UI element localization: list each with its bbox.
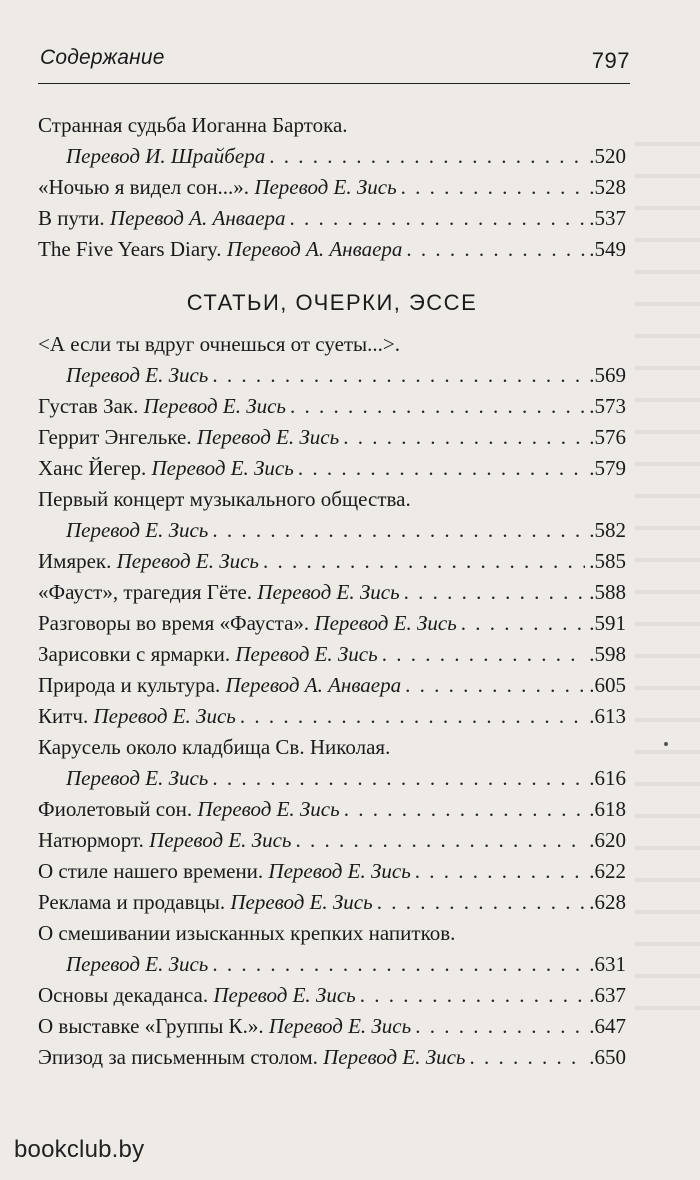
- entry-label: [38, 830, 291, 851]
- toc-entry: [38, 644, 626, 675]
- dot-leader: [401, 177, 586, 198]
- entry-title: О смешивании изысканных крепких напитков.: [38, 921, 456, 945]
- dot-leader: [404, 582, 586, 603]
- entry-page: .618: [589, 797, 626, 821]
- watermark: bookclub.by: [14, 1136, 145, 1163]
- dot-leader: [470, 1047, 586, 1068]
- section-title: СТАТЬИ, ОЧЕРКИ, ЭССЕ: [186, 290, 478, 315]
- entry-page: .573: [589, 394, 626, 418]
- entry-translation: Перевод А. Анваера: [109, 206, 286, 230]
- toc-entry: [38, 582, 626, 613]
- entry-translation: Перевод Е. Зись: [149, 828, 292, 852]
- entry-translation: Перевод Е. Зись: [66, 363, 209, 387]
- toc-entry: [38, 892, 626, 923]
- entry-line: [38, 458, 626, 489]
- entry-line: [38, 427, 626, 458]
- entry-translation: Перевод Е. Зись: [66, 952, 209, 976]
- entry-translation: Перевод Е. Зись: [314, 611, 457, 635]
- entry-title: Природа и культура.: [38, 673, 221, 697]
- entry-label: [38, 1047, 466, 1068]
- entry-title: Ханс Йегер.: [38, 456, 147, 480]
- entry-line: [38, 799, 626, 830]
- entry-page: .605: [589, 673, 626, 697]
- entry-line: [38, 582, 626, 613]
- entry-title: Карусель около кладбища Св. Николая.: [38, 735, 391, 759]
- entry-page: .549: [589, 237, 626, 261]
- entry-line: [38, 239, 626, 270]
- entry-title: «Ночью я видел сон...».: [38, 175, 250, 199]
- entry-page: .650: [589, 1045, 626, 1069]
- dot-leader: [406, 239, 585, 260]
- entry-line: [38, 613, 626, 644]
- toc-entry: [38, 458, 626, 489]
- dot-leader: [377, 892, 586, 913]
- entry-translation: Перевод Е. Зись: [257, 580, 400, 604]
- entry-page: .647: [589, 1014, 626, 1038]
- entry-translation: Перевод А. Анваера: [226, 237, 403, 261]
- toc-entry: [38, 799, 626, 830]
- entry-title: <А если ты вдруг очнешься от суеты...>.: [38, 332, 401, 356]
- entry-title: Странная судьба Иоганна Бартока.: [38, 113, 348, 137]
- toc-entry: [38, 177, 626, 208]
- entry-translation: Перевод Е. Зись: [235, 642, 378, 666]
- entry-translation: Перевод Е. Зись: [213, 983, 356, 1007]
- toc-entry: [38, 334, 626, 396]
- entry-title: The Five Years Diary.: [38, 237, 222, 261]
- entry-title: Натюрморт.: [38, 828, 144, 852]
- entry-page: .631: [589, 952, 626, 976]
- dot-leader: [344, 799, 586, 820]
- entry-translation: Перевод Е. Зись: [66, 518, 209, 542]
- entry-translation: Перевод Е. Зись: [66, 766, 209, 790]
- entry-translation: Перевод Е. Зись: [197, 797, 340, 821]
- entry-page: .628: [589, 890, 626, 914]
- toc-list-top: [38, 115, 626, 270]
- entry-page: .620: [589, 828, 626, 852]
- entry-page: .591: [589, 611, 626, 635]
- entry-translation: Перевод Е. Зись: [268, 1014, 412, 1038]
- dot-leader: [290, 396, 585, 417]
- entry-title: Основы декаданса.: [38, 983, 209, 1007]
- entry-label: [38, 799, 340, 820]
- entry-translation: Перевод Е. Зись: [196, 425, 340, 449]
- table-of-contents: [38, 115, 626, 1078]
- dot-leader: [415, 1016, 585, 1037]
- entry-translation: Перевод Е. Зись: [268, 859, 411, 883]
- entry-label: [38, 208, 286, 229]
- dot-leader: [382, 644, 586, 665]
- entry-translation: Перевод И. Шрайбера: [66, 144, 266, 168]
- entry-title: В пути.: [38, 206, 105, 230]
- dot-leader: [405, 675, 585, 696]
- entry-line: [38, 520, 626, 551]
- entry-label: [38, 861, 411, 882]
- dot-leader: [298, 458, 585, 479]
- toc-entry: [38, 830, 626, 861]
- entry-title: Зарисовки с ярмарки.: [38, 642, 231, 666]
- entry-label: [38, 582, 400, 603]
- entry-translation: Перевод Е. Зись: [93, 704, 236, 728]
- entry-label: [38, 396, 286, 417]
- dot-leader: [212, 768, 585, 789]
- entry-line: [38, 892, 626, 923]
- dot-leader: [290, 208, 586, 229]
- entry-label: [38, 1016, 411, 1037]
- entry-line: [38, 146, 626, 177]
- dot-leader: [212, 954, 585, 975]
- entry-line: [38, 396, 626, 427]
- entry-line: [38, 208, 626, 239]
- entry-page: .622: [589, 859, 626, 883]
- entry-line: [38, 861, 626, 892]
- toc-entry: [38, 706, 626, 737]
- entry-label: [38, 427, 339, 448]
- entry-title: О выставке «Группы К.».: [38, 1014, 264, 1038]
- page-number: 797: [591, 48, 630, 73]
- toc-entry: [38, 239, 626, 270]
- toc-entry: [38, 861, 626, 892]
- toc-entry: [38, 115, 626, 177]
- entry-page: .582: [589, 518, 626, 542]
- entry-page: .576: [589, 425, 626, 449]
- entry-title: Густав Зак.: [38, 394, 139, 418]
- running-head: Содержание: [40, 46, 165, 69]
- entry-label: [38, 239, 402, 260]
- toc-entry: [38, 551, 626, 582]
- entry-title: Разговоры во время «Фауста».: [38, 611, 310, 635]
- entry-page: .579: [589, 456, 626, 480]
- entry-line: [38, 954, 626, 985]
- stray-mark: [664, 742, 668, 746]
- bleed-through-shadow: [635, 120, 700, 1020]
- dot-leader: [212, 365, 585, 386]
- entry-line: [38, 365, 626, 396]
- entry-page: .585: [589, 549, 626, 573]
- entry-translation: Перевод Е. Зись: [254, 175, 397, 199]
- entry-page: .520: [589, 144, 626, 168]
- entry-line: [38, 1016, 626, 1047]
- entry-translation: Перевод Е. Зись: [143, 394, 286, 418]
- entry-page: .637: [589, 983, 626, 1007]
- entry-line: [38, 675, 626, 706]
- toc-entry: [38, 613, 626, 644]
- entry-page: .598: [589, 642, 626, 666]
- dot-leader: [415, 861, 585, 882]
- toc-entry: [38, 737, 626, 799]
- entry-label: [38, 892, 373, 913]
- entry-title: Имярек.: [38, 549, 112, 573]
- entry-label: [38, 458, 294, 479]
- entry-title: Китч.: [38, 704, 89, 728]
- dot-leader: [295, 830, 585, 851]
- toc-entry: [38, 208, 626, 239]
- dot-leader: [263, 551, 585, 572]
- entry-page: .528: [589, 175, 626, 199]
- entry-page: .569: [589, 363, 626, 387]
- dot-leader: [461, 613, 585, 634]
- toc-list-section: [38, 334, 626, 1078]
- entry-label: [38, 551, 259, 572]
- entry-line: [38, 1047, 626, 1078]
- toc-entry: [38, 1047, 626, 1078]
- toc-entry: [38, 1016, 626, 1047]
- toc-entry: [38, 923, 626, 985]
- entry-page: .588: [589, 580, 626, 604]
- entry-page: .616: [589, 766, 626, 790]
- entry-label: [38, 985, 356, 1006]
- dot-leader: [212, 520, 585, 541]
- entry-line: [38, 177, 626, 208]
- entry-line: [38, 768, 626, 799]
- dot-leader: [343, 427, 585, 448]
- dot-leader: [360, 985, 586, 1006]
- entry-title: Реклама и продавцы.: [38, 890, 226, 914]
- entry-label: [38, 675, 401, 696]
- entry-title: Геррит Энгельке.: [38, 425, 192, 449]
- entry-title: Первый концерт музыкального общества.: [38, 487, 411, 511]
- toc-entry: [38, 985, 626, 1016]
- entry-page: .537: [589, 206, 626, 230]
- entry-label: [38, 177, 397, 198]
- entry-title: Эпизод за письменным столом.: [38, 1045, 318, 1069]
- entry-line: [38, 706, 626, 737]
- entry-line: [38, 551, 626, 582]
- entry-translation: Перевод А. Анваера: [225, 673, 402, 697]
- entry-label: [38, 706, 236, 727]
- toc-entry: [38, 675, 626, 706]
- toc-entry: [38, 489, 626, 551]
- entry-title: «Фауст», трагедия Гёте.: [38, 580, 253, 604]
- entry-title: О стиле нашего времени.: [38, 859, 264, 883]
- dot-leader: [240, 706, 585, 727]
- entry-label: [38, 613, 457, 634]
- header-rule: [38, 83, 630, 84]
- entry-line: [38, 644, 626, 675]
- entry-translation: Перевод Е. Зись: [323, 1045, 466, 1069]
- toc-entry: [38, 396, 626, 427]
- entry-label: [38, 644, 378, 665]
- toc-entry: [38, 427, 626, 458]
- entry-translation: Перевод Е. Зись: [151, 456, 294, 480]
- entry-line: [38, 985, 626, 1016]
- entry-title: Фиолетовый сон.: [38, 797, 193, 821]
- entry-line: [38, 830, 626, 861]
- entry-translation: Перевод Е. Зись: [116, 549, 259, 573]
- entry-page: .613: [589, 704, 626, 728]
- dot-leader: [269, 146, 585, 167]
- entry-translation: Перевод Е. Зись: [230, 890, 373, 914]
- page-header: [38, 44, 630, 84]
